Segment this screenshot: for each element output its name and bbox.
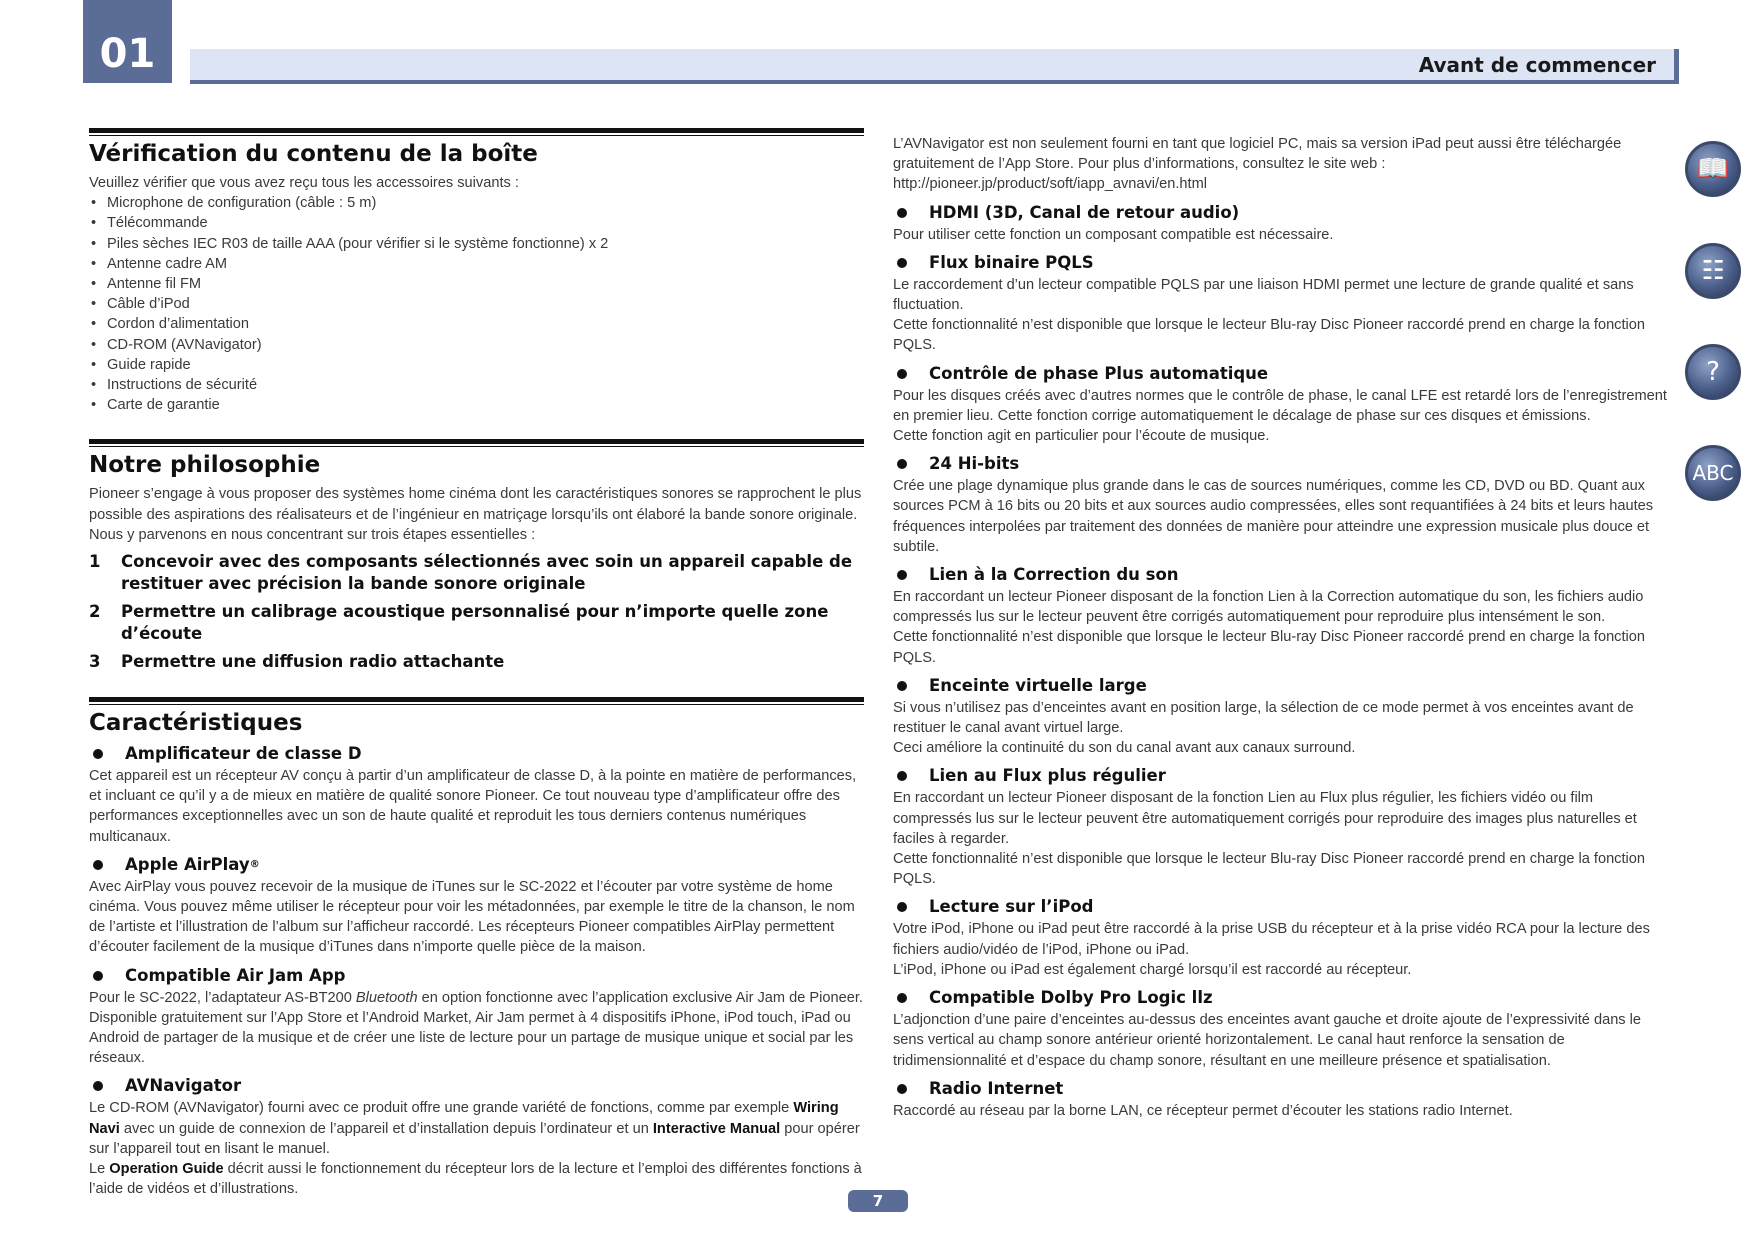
feature-text: Pour utiliser cette fonction un composant compatible est nécessaire. [893,226,1334,243]
feature-text: Pour les disques créés avec d’autres normes que le contrôle de phase, le canal LFE est retardé lors de l’enregistrement en premier lieu. Cette fonction corrige automatiquement le décalage de phase sur ces disques et émissions. [893,387,1667,424]
list-item: • Carte de garantie [89,395,864,415]
bullet-icon [897,570,907,580]
feature-text: Cette fonctionnalité n’est disponible que lorsque le lecteur Blu-ray Disc Pioneer raccordé prend en charge la fonction PQLS. [893,629,1646,666]
philosophy-heading: Notre philosophie [89,452,321,479]
feature-text: Votre iPod, iPhone ou iPad peut être raccordé à la prise USB du récepteur et à la prise vidéo RCA pour la lecture des fichiers audio/vidéo de l’iPod, iPhone ou iPad. [893,921,1650,958]
list-item: • Guide rapide [89,355,864,375]
feature-heading: HDMI (3D, Canal de retour audio) [893,202,1673,224]
feature-text: Raccordé au réseau par la borne LAN, ce récepteur permet d’écouter les stations radio Internet. [893,1102,1513,1119]
feature-heading: Apple AirPlay ® [89,854,864,876]
feature-text: L’adjonction d’une paire d’enceintes au-dessus des enceintes avant gauche et droite ajoute de l’expressivité dans le sens vertical au champ sonore antérieur orienté horizontalement. Le canal haut renforce la sensation de tridimensionnalité et d’espace du champ sonore, résultant en une meilleure présence et spatialisation. [893,1012,1642,1069]
bullet-icon [897,902,907,912]
book-icon[interactable]: 📖 [1685,141,1741,197]
philosophy-point: 1 Concevoir avec des composants sélectionnés avec soin un appareil capable de restituer avec précision la bande sonore originale [89,552,853,594]
feature-heading: Compatible Dolby Pro Logic llz [893,987,1673,1009]
feature-text: Cette fonction agit en particulier pour l’écoute de musique. [893,428,1270,445]
feature-heading: Flux binaire PQLS [893,252,1673,274]
bullet-icon [897,369,907,379]
bullet-icon [93,860,103,870]
feature-heading: Lien au Flux plus régulier [893,765,1673,787]
feature-text: Pour le SC-2022, l’adaptateur AS-BT200 Bluetooth en option fonctionne avec l’application exclusive Air Jam de Pioneer. Disponible gratuitement sur l’App Store et l’Android Market, Air Jam permet à 4 dispositifs iPhone, iPod touch, iPad ou Android de partager de la musique et de créer une liste de lecture pour un partage de musique unique et social par les réseaux. [89,989,863,1067]
left-column [89,128,864,1200]
feature-heading: Compatible Air Jam App [89,965,864,987]
list-item: • Cordon d’alimentation [89,314,864,334]
feature-text: Cette fonctionnalité n’est disponible que lorsque le lecteur Blu-ray Disc Pioneer raccordé prend en charge la fonction PQLS. [893,851,1646,888]
bullet-icon [897,993,907,1003]
philosophy-point: 2 Permettre un calibrage acoustique personnalisé pour n’importe quelle zone d’écoute [89,602,829,644]
section-rule [89,697,864,705]
avnavigator-intro: L’AVNavigator est non seulement fourni en tant que logiciel PC, mais sa version iPad peut aussi être téléchargée gratuitement de l’App Store. Pour plus d’informations, consultez le site web : http://pioneer.jp/product/soft/iapp_avnavi/en.html [893,136,1622,193]
feature-heading: 24 Hi-bits [893,453,1673,475]
faq-icon[interactable]: ? [1685,344,1741,400]
bullet-icon [897,208,907,218]
list-item: • Câble d’iPod [89,294,864,314]
chapter-number: 01 [83,0,172,83]
list-item: • Antenne cadre AM [89,254,864,274]
list-item: • Piles sèches IEC R03 de taille AAA (pour vérifier si le système fonctionne) x 2 [89,234,864,254]
feature-text: En raccordant un lecteur Pioneer disposant de la fonction Lien à la Correction automatique du son, les fichiers audio compressés lus sur le lecteur peuvent être corrigés automatiquement pour reproduire plus intensément le son. [893,589,1644,626]
feature-text: Ceci améliore la continuité du son du canal avant aux canaux surround. [893,740,1356,757]
feature-text: Si vous n’utilisez pas d’enceintes avant en position large, la sélection de ce mode permet à vos enceintes avant de restituer le canal avant virtuel large. [893,699,1634,737]
feature-heading: Enceinte virtuelle large [893,675,1673,697]
bullet-icon [897,681,907,691]
list-item: • CD-ROM (AVNavigator) [89,335,864,355]
feature-text: Crée une plage dynamique plus grande dans le cas de sources numériques, comme les CD, DVD ou BD. Quant aux sources PCM à 16 bits ou 20 bits et aux sources audio compressées, elles sont requantifiées à 24 bits et leurs hautes fréquences interpolées par traitement des données de manière pour atteindre une expression musicale plus douce et subtile. [893,478,1654,555]
right-column [893,134,1673,1121]
feature-heading: Contrôle de phase Plus automatique [893,363,1673,385]
bullet-icon [897,1084,907,1094]
feature-heading: AVNavigator [89,1075,864,1097]
feature-text: Cet appareil est un récepteur AV conçu à partir d’un amplificateur de classe D, à la pointe en matière de performances, et incluant ce qu’il y a de mieux en matière de qualité sonore Pioneer. Ce tout nouveau type d’amplificateur offre des performances exceptionnelles avec un son de haute qualité et reproduit les tous derniers contenus numériques multicanaux. [89,768,857,845]
list-item: • Télécommande [89,213,864,233]
accessory-list [89,193,864,415]
feature-heading: Lecture sur l’iPod [893,896,1673,918]
philosophy-text: Pioneer s’engage à vous proposer des systèmes home cinéma dont les caractéristiques sonores se rapprochent le plus possible des aspirations des réalisateurs et de l’ingénieur en matriçage lorsqu’ils ont élaboré la bande sonore originale. Nous y parvenons en nous concentrant sur trois étapes essentielles : [89,486,862,543]
list-item: • Microphone de configuration (câble : 5 m) [89,193,864,213]
feature-text: L’iPod, iPhone ou iPad est également chargé lorsqu’il est raccordé au récepteur. [893,961,1412,978]
bullet-icon [897,459,907,469]
feature-heading: Radio Internet [893,1078,1673,1100]
header-band [190,49,1679,84]
feature-text: Cette fonctionnalité n’est disponible que lorsque le lecteur Blu-ray Disc Pioneer raccordé prend en charge la fonction PQLS. [893,317,1646,354]
section-rule [89,439,864,447]
glossary-icon[interactable]: A​BC [1685,445,1741,501]
feature-text: Le raccordement d’un lecteur compatible PQLS par une liaison HDMI permet une lecture de grande qualité et sans fluctuation. [893,276,1634,314]
section-rule [89,128,864,136]
box-contents-intro: Veuillez vérifier que vous avez reçu tous les accessoires suivants : [89,175,519,191]
feature-text: En raccordant un lecteur Pioneer disposant de la fonction Lien au Flux plus régulier, les fichiers vidéo ou film compressés lus sur le lecteur peuvent être automatiquement corrigés pour reproduire des images plus naturelles et faciles à regarder. [893,790,1637,847]
feature-heading: Lien à la Correction du son [893,564,1673,586]
feature-heading: Amplificateur de classe D [89,743,864,765]
page-title: Avant de commencer [1418,53,1656,77]
feature-text: Le CD-ROM (AVNavigator) fourni avec ce produit offre une grande variété de fonctions, comme par exemple Wiring Navi avec un guide de connexion de l’appareil et d’installation depuis l’ordinateur et un Interactive Manual pour opérer sur l’appareil tout en lisant le manuel. Le Operation Guide décrit aussi le fonctionnement du récepteur lors de la lecture et l’emploi des différentes fonctions à l’aide de vidéos et d’illustrations. [89,1100,862,1198]
features-heading: Caractéristiques [89,710,303,737]
philosophy-point: 3 Permettre une diffusion radio attachante [89,652,505,672]
list-item: • Antenne fil FM [89,274,864,294]
bullet-icon [93,971,103,981]
remote-icon[interactable]: ☷ [1685,243,1741,299]
list-item: • Instructions de sécurité [89,375,864,395]
feature-text: Avec AirPlay vous pouvez recevoir de la musique de iTunes sur le SC-2022 et l’écouter par votre système de home cinéma. Vous pouvez même utiliser le récepteur pour voir les métadonnées, par exemple le titre de la chanson, le nom de l’artiste et l’illustration de l’album sur l’afficheur raccordé. Les récepteurs Pioneer compatibles AirPlay permettent d’écouter facilement de la musique d’iTunes dans n’importe quelle pièce de la maison. [89,878,855,956]
bullet-icon [897,771,907,781]
bullet-icon [93,1081,103,1091]
bullet-icon [897,258,907,268]
page-number: 7 [848,1190,908,1212]
box-contents-heading: Vérification du contenu de la boîte [89,141,538,167]
bullet-icon [93,749,103,759]
